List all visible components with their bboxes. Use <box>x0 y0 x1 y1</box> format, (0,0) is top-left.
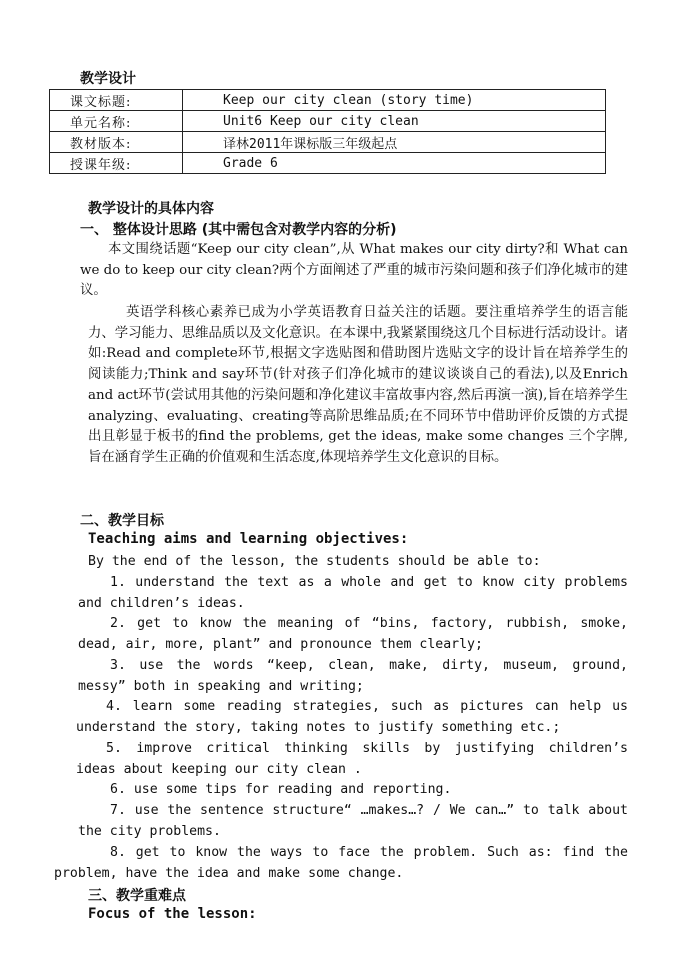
info-table <box>49 89 606 174</box>
section3-subheading: Focus of the lesson: <box>88 906 257 922</box>
objective-item-8: 8. get to know the ways to face the problem. Such as: find the problem, have the idea and make some change. <box>54 845 628 881</box>
section2-heading: 二、教学目标 <box>80 513 164 529</box>
document-title: 教学设计 <box>80 71 136 87</box>
objective-item-2: 2. get to know the meaning of “bins, factory, rubbish, smoke, dead, air, more, plant” and pronounce them clearly; <box>78 616 628 652</box>
table-row <box>50 90 606 111</box>
objective-item-7: 7. use the sentence structure“ …makes…? / We can…” to talk about the city problems. <box>78 803 628 839</box>
section1-heading: 一、 整体设计思路 (其中需包含对教学内容的分析) <box>80 222 397 238</box>
table-row <box>50 132 606 153</box>
table-row <box>50 111 606 132</box>
info-value-unit: Unit6 Keep our city clean <box>183 111 606 132</box>
info-value-edition: 译林2011年课标版三年级起点 <box>183 132 606 153</box>
section2-subheading: Teaching aims and learning objectives: <box>88 531 409 547</box>
info-value-grade: Grade 6 <box>183 153 606 174</box>
info-label-edition: 教材版本: <box>50 132 183 153</box>
objective-item-5: 5. improve critical thinking skills by justifying children’s ideas about keeping our city clean . <box>76 741 628 777</box>
table-row <box>50 153 606 174</box>
objective-item-4: 4. learn some reading strategies, such as pictures can help us understand the story, taking notes to justify something etc.; <box>76 699 628 735</box>
objective-item-6: 6. use some tips for reading and reporting. <box>110 782 452 797</box>
content-heading: 教学设计的具体内容 <box>88 201 214 217</box>
info-label-grade: 授课年级: <box>50 153 183 174</box>
objective-item-3: 3. use the words “keep, clean, make, dirty, museum, ground, messy” both in speaking and writing; <box>78 658 628 694</box>
info-value-title: Keep our city clean (story time) <box>183 90 606 111</box>
section1-paragraph-2: 英语学科核心素养已成为小学英语教育日益关注的话题。要注重培养学生的语言能力、学习能力、思维品质以及文化意识。在本课中,我紧紧围绕这几个目标进行活动设计。诸如:Read and complete环节,根据文字选贴图和借助图片选贴文字的设计旨在培养学生的阅读能力;Think and say环节(针对孩子们净化城市的建议谈谈自己的看法),以及Enrich and act环节(尝试用其他的污染问题和净化建议丰富故事内容,然后再演一演),旨在培养学生analyzing、evaluating、creating等高阶思维品质;在不同环节中借助评价反馈的方式提出且彰显于板书的find the problems, get the ideas, make some changes 三个字牌,旨在涵育学生正确的价值观和生活态度,体现培养学生文化意识的目标。 <box>88 305 628 465</box>
objectives-intro: By the end of the lesson, the students should be able to: <box>88 554 541 569</box>
section1-paragraph-1: 本文围绕话题“Keep our city clean”,从 What makes our city dirty?和 What can we do to keep our city clean?两个方面阐述了严重的城市污染问题和孩子们净化城市的建议。 <box>80 242 628 299</box>
info-label-title: 课文标题: <box>50 90 183 111</box>
info-label-unit: 单元名称: <box>50 111 183 132</box>
objective-item-1: 1. understand the text as a whole and get to know city problems and children’s ideas. <box>78 575 628 611</box>
section3-heading: 三、教学重难点 <box>88 888 186 904</box>
